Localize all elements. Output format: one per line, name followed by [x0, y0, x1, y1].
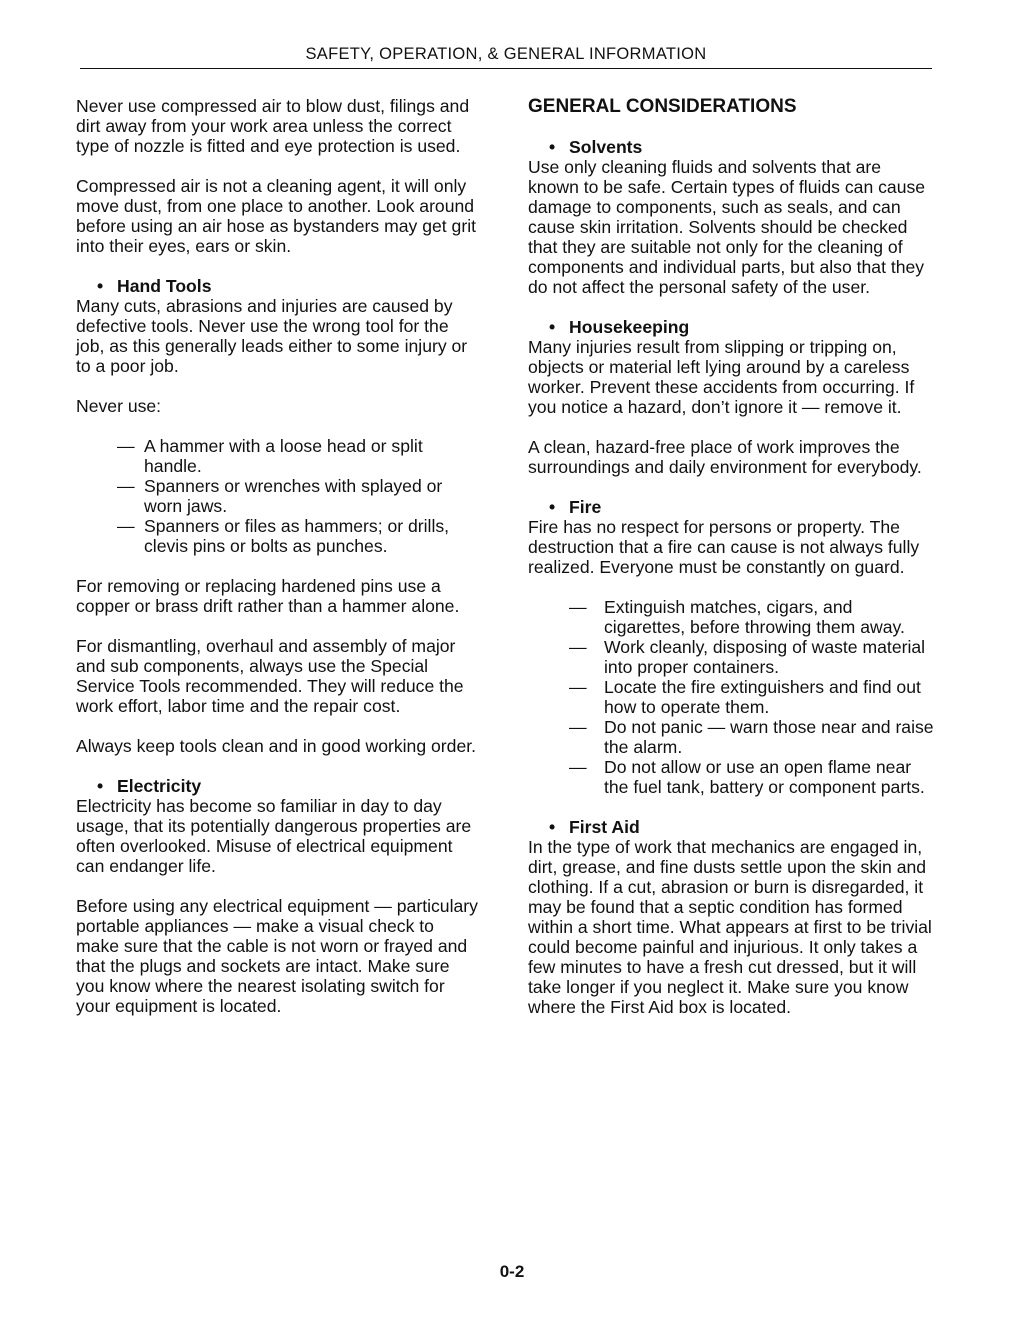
bullet-icon: • — [549, 817, 556, 837]
solvents-body: Use only cleaning fluids and solvents that are known to be safe. Certain types of fluids can cause damage to components, such as seals, and can cause skin irritation. Solvents should be checked that they are suitable not only for the cleaning of components and individual parts, but also that they do not affect the personal safety of the user. — [528, 157, 926, 297]
list-item: — Spanners or wrenches with splayed or worn jaws. — [117, 476, 443, 516]
page-number: 0-2 — [499, 1262, 525, 1281]
list-item: — Locate the fire extinguishers and find out how to operate them. — [569, 677, 921, 717]
header-rule — [80, 68, 932, 69]
dash-icon: — — [569, 717, 587, 737]
pins-paragraph: For removing or replacing hardened pins use a copper or brass drift rather than a hammer alone. — [76, 576, 460, 616]
housekeeping-title: Housekeeping — [569, 317, 690, 337]
hand-tools-title: Hand Tools — [117, 276, 212, 296]
electricity-title: Electricity — [117, 776, 202, 796]
running-header: SAFETY, OPERATION, & GENERAL INFORMATION — [305, 45, 707, 63]
housekeeping-body: Many injuries result from slipping or tripping on, objects or material left lying around by a careless worker. Prevent these accidents from occurring. If you notice a hazard, don’t ignore it — remove it. — [528, 337, 915, 417]
bullet-icon: • — [97, 776, 104, 796]
fire-heading — [549, 497, 934, 517]
never-use-label: Never use: — [76, 396, 162, 416]
bullet-icon: • — [549, 317, 556, 337]
fire-title: Fire — [569, 497, 602, 517]
dash-icon: — — [117, 476, 135, 496]
electricity-body-2: Before using any electrical equipment — particulary portable appliances — make a visual check to make sure that the cable is not worn or frayed and that the plugs and sockets are intact. Make sure you know where the nearest isolating switch for your equipment is located. — [76, 896, 478, 1016]
never-use-list — [117, 436, 480, 556]
compressed-air-paragraph-2: Compressed air is not a cleaning agent, it will only move dust, from one place to another. Look around before using an air hose as bystanders may get grit into their eyes, ears or skin. — [76, 176, 476, 256]
solvents-heading — [549, 137, 934, 157]
left-column — [76, 96, 480, 1036]
list-item: — A hammer with a loose head or split handle. — [117, 436, 423, 476]
dash-icon: — — [569, 637, 587, 657]
housekeeping-body-2: A clean, hazard-free place of work improves the surroundings and daily environment for everybody. — [528, 437, 922, 477]
bullet-icon: • — [549, 137, 556, 157]
hand-tools-heading — [97, 276, 480, 296]
list-item: — Work cleanly, disposing of waste material into proper containers. — [569, 637, 926, 677]
dismantling-paragraph: For dismantling, overhaul and assembly of major and sub components, always use the Special Service Tools recommended. They will reduce the work effort, labor time and the repair cost. — [76, 636, 464, 716]
hand-tools-body: Many cuts, abrasions and injuries are caused by defective tools. Never use the wrong tool for the job, as this generally leads either to some injury or to a poor job. — [76, 296, 468, 376]
dash-icon: — — [117, 436, 135, 456]
dash-icon: — — [569, 597, 587, 617]
first-aid-body: In the type of work that mechanics are engaged in, dirt, grease, and fine dusts settle upon the skin and clothing. If a cut, abrasion or burn is disregarded, it may be found that a septic condition has formed within a short time. What appears at first to be trivial could become painful and injurious. It only takes a few minutes to have a fresh cut dressed, but it will take longer if you neglect it. Make sure you know where the First Aid box is located. — [528, 837, 932, 1017]
compressed-air-paragraph-1: Never use compressed air to blow dust, filings and dirt away from your work area unless the correct type of nozzle is fitted and eye protection is used. — [76, 96, 470, 156]
bullet-icon: • — [97, 276, 104, 296]
list-item: — Extinguish matches, cigars, and cigarettes, before throwing them away. — [569, 597, 905, 637]
solvents-title: Solvents — [569, 137, 643, 157]
housekeeping-heading — [549, 317, 934, 337]
right-column — [528, 96, 934, 1037]
section-title: GENERAL CONSIDERATIONS — [528, 96, 797, 117]
fire-list — [569, 597, 934, 797]
first-aid-heading — [549, 817, 934, 837]
electricity-body: Electricity has become so familiar in day to day usage, that its potentially dangerous properties are often overlooked. Misuse of electrical equipment can endanger life. — [76, 796, 472, 876]
dash-icon: — — [569, 677, 587, 697]
dash-icon: — — [117, 516, 135, 536]
first-aid-title: First Aid — [569, 817, 640, 837]
bullet-icon: • — [549, 497, 556, 517]
dash-icon: — — [569, 757, 587, 777]
list-item: — Spanners or files as hammers; or drills, clevis pins or bolts as punches. — [117, 516, 450, 556]
fire-body: Fire has no respect for persons or property. The destruction that a fire can cause is not always fully realized. Everyone must be constantly on guard. — [528, 517, 920, 577]
electricity-heading — [97, 776, 480, 796]
keep-tools-paragraph: Always keep tools clean and in good working order. — [76, 736, 477, 756]
list-item: — Do not allow or use an open flame near the fuel tank, battery or component parts. — [569, 757, 925, 797]
list-item: — Do not panic — warn those near and raise the alarm. — [569, 717, 934, 757]
